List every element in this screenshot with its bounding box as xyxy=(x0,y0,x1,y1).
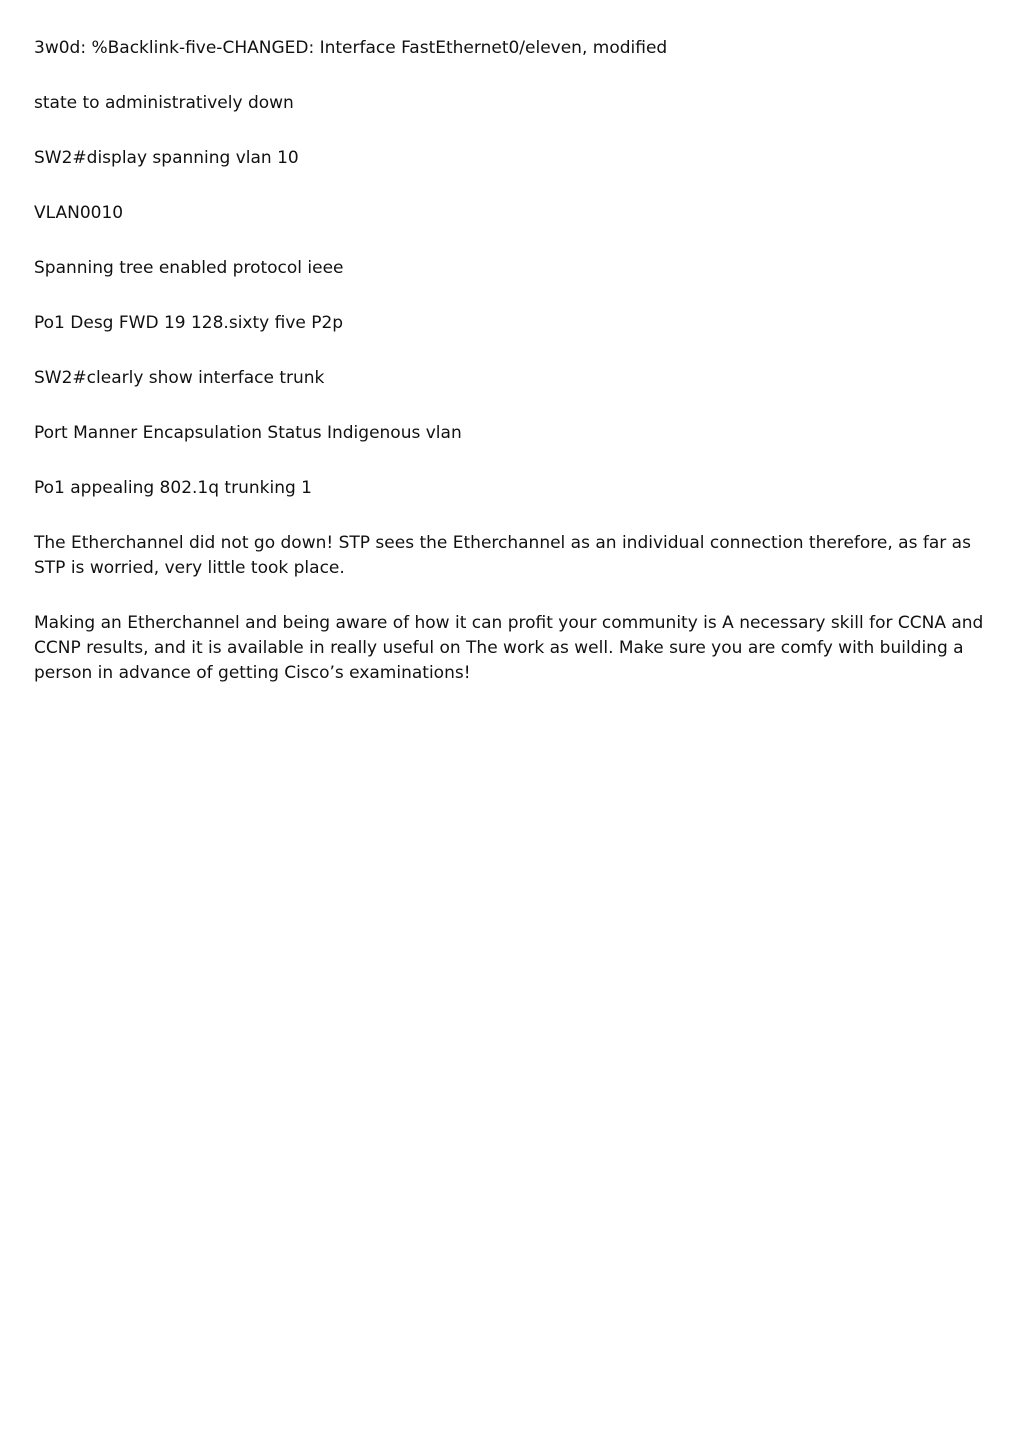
paragraph-etherchannel-result: The Etherchannel did not go down! STP sees the Etherchannel as an individual connection therefore, as far as STP is worried, very little took place. xyxy=(34,533,971,578)
port-status-line: Po1 Desg FWD 19 128.sixty five P2p xyxy=(34,313,344,333)
paragraph-conclusion: Making an Etherchannel and being aware of how it can profit your community is A necessary skill for CCNA and CCNP results, and it is available in really useful on The work as well. Make sure you are comfy with building a person in advance of getting Cisco’s examinations! xyxy=(34,613,984,683)
command-show-interface-trunk: SW2#clearly show interface trunk xyxy=(34,368,325,388)
trunk-table-header-line: Port Manner Encapsulation Status Indigenous vlan xyxy=(34,423,462,443)
log-line-interface-changed: 3w0d: %Backlink-five-CHANGED: Interface FastEthernet0/eleven, modified xyxy=(34,38,668,58)
document-body xyxy=(34,36,990,716)
command-display-spanning: SW2#display spanning vlan 10 xyxy=(34,148,299,168)
vlan-id-line: VLAN0010 xyxy=(34,203,124,223)
spanning-tree-protocol-line: Spanning tree enabled protocol ieee xyxy=(34,258,344,278)
trunk-table-row-line: Po1 appealing 802.1q trunking 1 xyxy=(34,478,312,498)
log-line-state-down: state to administratively down xyxy=(34,93,294,113)
